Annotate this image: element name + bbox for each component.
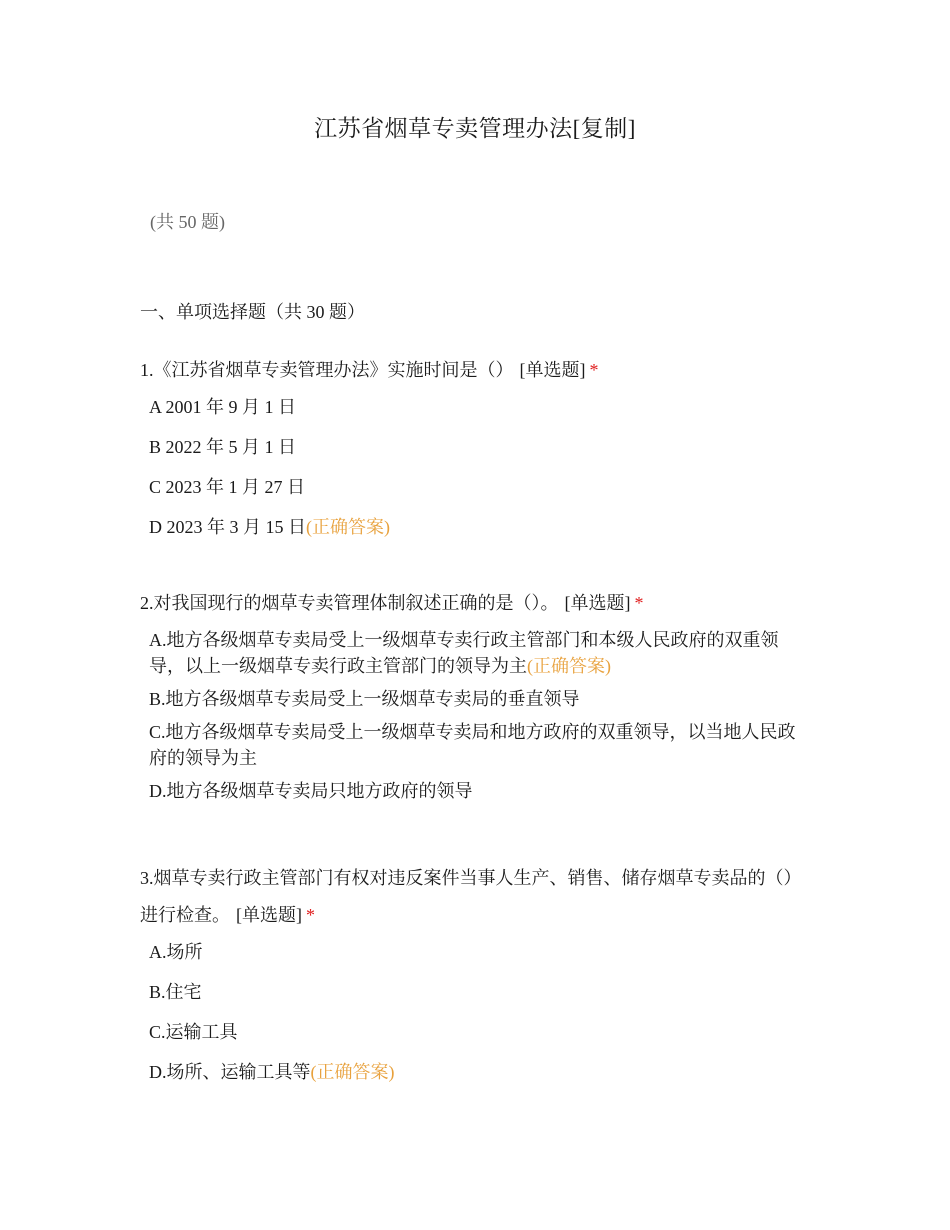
question-title <box>140 860 810 934</box>
option-a[interactable] <box>149 939 810 965</box>
option-text: C.运输工具 <box>149 1022 238 1042</box>
options-list <box>149 394 810 540</box>
required-mark: * <box>306 905 315 925</box>
required-mark: * <box>589 360 599 380</box>
option-text: A.场所 <box>149 942 203 962</box>
question-text: 1.《江苏省烟草专卖管理办法》实施时间是（） <box>140 360 514 380</box>
question-type: [单选题] <box>236 905 302 925</box>
question-title <box>140 352 810 389</box>
option-text: D.场所、运输工具等 <box>149 1062 311 1082</box>
question-type: [单选题] <box>519 360 586 380</box>
option-d[interactable] <box>149 778 810 804</box>
option-text: D.地方各级烟草专卖局只地方政府的领导 <box>149 781 473 801</box>
question-2 <box>140 585 810 811</box>
question-3 <box>140 860 810 1099</box>
options-list <box>149 939 810 1085</box>
option-a[interactable] <box>149 394 810 420</box>
option-text: A 2001 年 9 月 1 日 <box>149 397 297 417</box>
option-d[interactable] <box>149 514 810 540</box>
question-1 <box>140 352 810 554</box>
question-title <box>140 585 810 622</box>
option-text: B.住宅 <box>149 982 202 1002</box>
question-text: 3.烟草专卖行政主管部门有权对违反案件当事人生产、销售、储存烟草专卖品的（）进行检查。 <box>140 868 802 925</box>
option-text: C 2023 年 1 月 27 日 <box>149 477 306 497</box>
correct-answer-label: (正确答案) <box>310 1062 395 1082</box>
option-b[interactable] <box>149 434 810 460</box>
options-list <box>149 627 810 804</box>
option-text: D 2023 年 3 月 15 日 <box>149 517 306 537</box>
required-mark: * <box>634 593 644 613</box>
option-text: B 2022 年 5 月 1 日 <box>149 437 297 457</box>
option-b[interactable] <box>149 686 810 712</box>
option-c[interactable] <box>149 1019 810 1045</box>
correct-answer-label: (正确答案) <box>306 517 390 537</box>
page-title: 江苏省烟草专卖管理办法[复制] <box>314 116 636 141</box>
question-text: 2.对我国现行的烟草专卖管理体制叙述正确的是（）。 <box>140 593 559 613</box>
option-text: B.地方各级烟草专卖局受上一级烟草专卖局的垂直领导 <box>149 689 580 709</box>
option-b[interactable] <box>149 979 810 1005</box>
question-type: [单选题] <box>564 593 631 613</box>
question-count: (共 50 题) <box>150 212 225 232</box>
option-a[interactable] <box>149 627 810 679</box>
option-d[interactable] <box>149 1059 810 1085</box>
section-heading: 一、单项选择题（共 30 题） <box>140 302 365 322</box>
option-c[interactable] <box>149 474 810 500</box>
correct-answer-label: (正确答案) <box>527 656 611 676</box>
option-text: A.地方各级烟草专卖局受上一级烟草专卖行政主管部门和本级人民政府的双重领导，以上一级烟草专卖行政主管部门的领导为主 <box>149 630 779 676</box>
option-c[interactable] <box>149 719 810 771</box>
option-text: C.地方各级烟草专卖局受上一级烟草专卖局和地方政府的双重领导，以当地人民政府的领导为主 <box>149 722 796 768</box>
